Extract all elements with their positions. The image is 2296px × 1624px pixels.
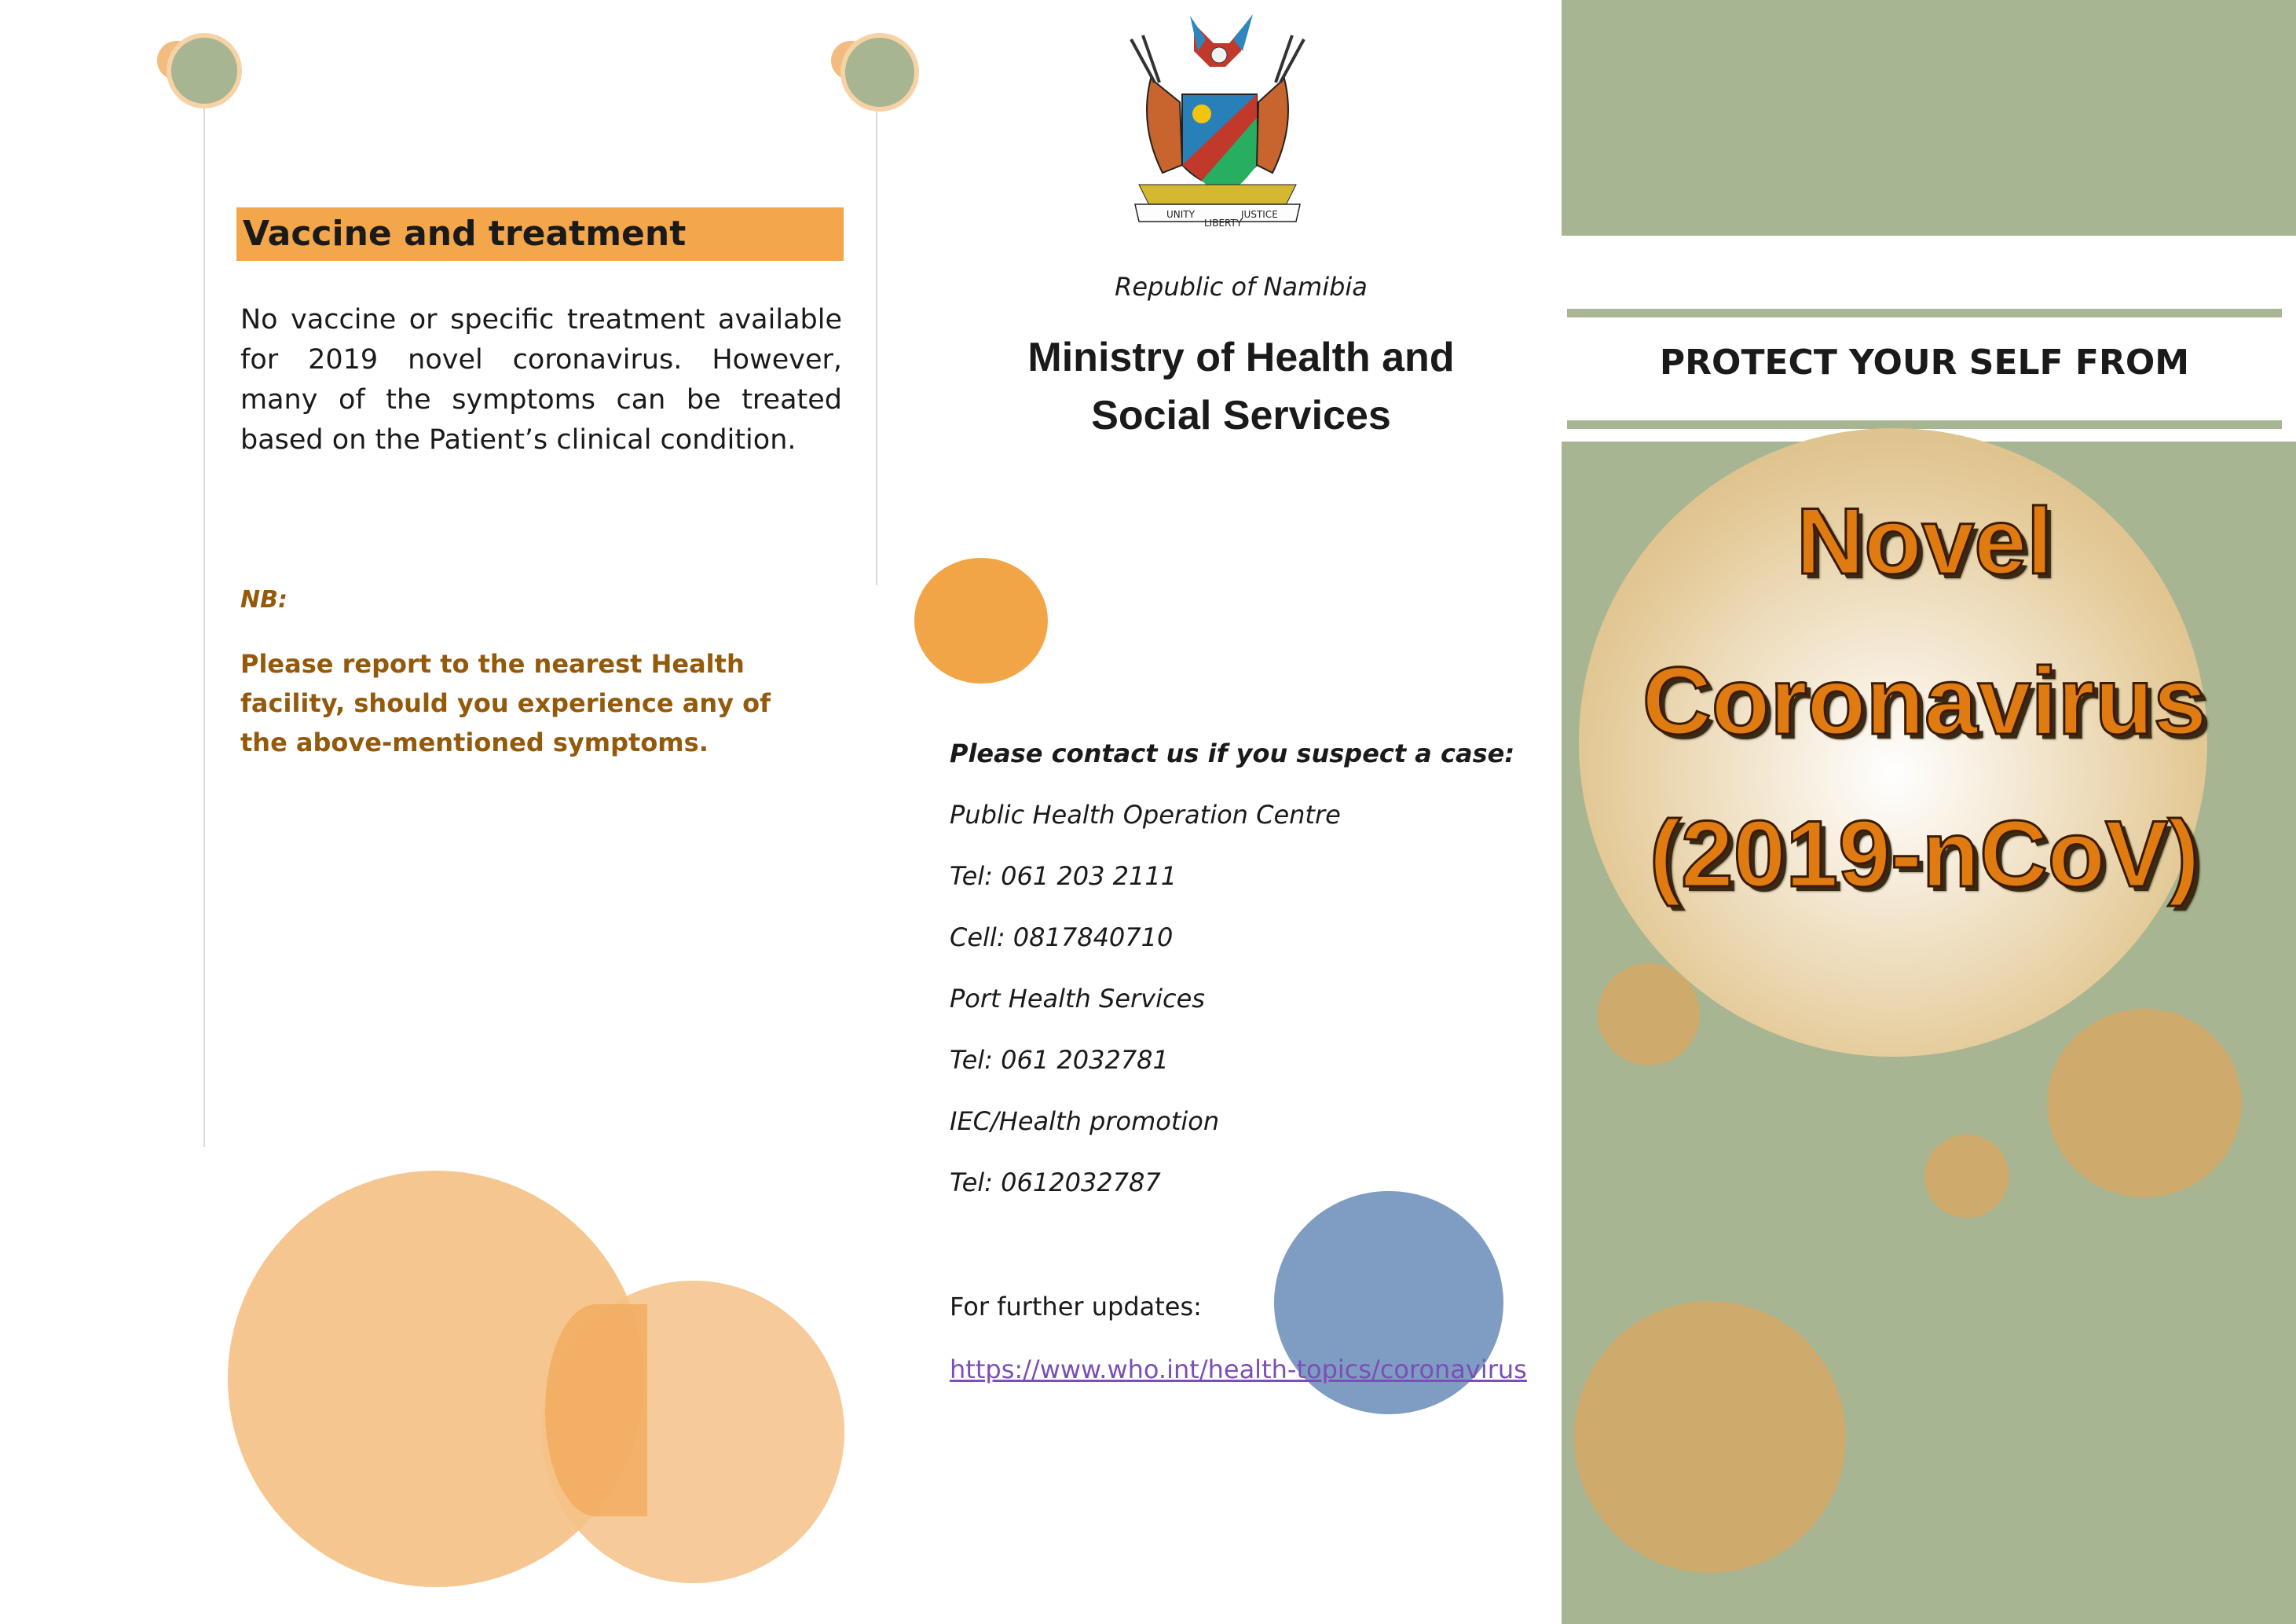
ministry-title [966,328,1516,445]
decor-circle-tan [2047,1009,2242,1197]
decor-dot-green [167,33,242,108]
bottom-rule [1567,420,2282,429]
decor-circle-tan [1574,1301,1846,1573]
title-coronavirus: Coronavirus [1642,647,2207,754]
updates-label: For further updates: [950,1292,1202,1322]
treatment-body-text: No vaccine or specific treatment available for 2019 novel coronavirus. However, many of the symptoms can be treated based on the Patient’s clinical condition. [240,304,842,456]
who-link[interactable]: https://www.who.int/health-topics/coronavirus [950,1355,1527,1384]
title-ncov: (2019-nCoV) [1649,801,2200,907]
namibia-coat-of-arms-icon [1108,8,1327,228]
top-green-band [1562,0,2296,236]
contact-line: Tel: 061 2032781 [950,1045,1169,1075]
decor-circle-overlap [545,1304,647,1516]
svg-text:UNITY: UNITY [1166,209,1195,220]
left-divider-line-2 [876,94,877,585]
ministry-title-line2: Social Services [1091,393,1391,438]
contact-line: Public Health Operation Centre [950,800,1341,830]
left-divider-line [203,94,205,1147]
svg-text:JUSTICE: JUSTICE [1241,209,1278,220]
protect-heading: PROTECT YOUR SELF FROM [1659,343,2190,383]
decor-circle-tan [1924,1135,2009,1218]
ministry-title-line1: Ministry of Health and [1027,335,1455,380]
section-heading: Vaccine and treatment [236,207,844,261]
contact-line: Cell: 0817840710 [950,922,1174,952]
title-novel: Novel [1796,489,2053,594]
nb-notice-text: Please report to the nearest Health facility, should you experience any of the above-mentioned symptoms. [240,649,771,757]
contact-line: Tel: 0612032787 [950,1168,1161,1197]
republic-label: Republic of Namibia [1115,272,1368,302]
contact-line: IEC/Health promotion [950,1106,1220,1136]
decor-circle-tan [1598,963,1700,1065]
top-rule [1567,309,2282,317]
contact-line: Tel: 061 203 2111 [950,861,1177,891]
svg-text:LIBERTY: LIBERTY [1204,218,1243,228]
contact-line: Port Health Services [950,984,1205,1014]
contact-heading: Please contact us if you suspect a case: [950,739,1515,768]
decor-dot-green [840,33,919,112]
decor-circle-orange [914,558,1048,684]
nb-label: NB: [240,586,287,614]
